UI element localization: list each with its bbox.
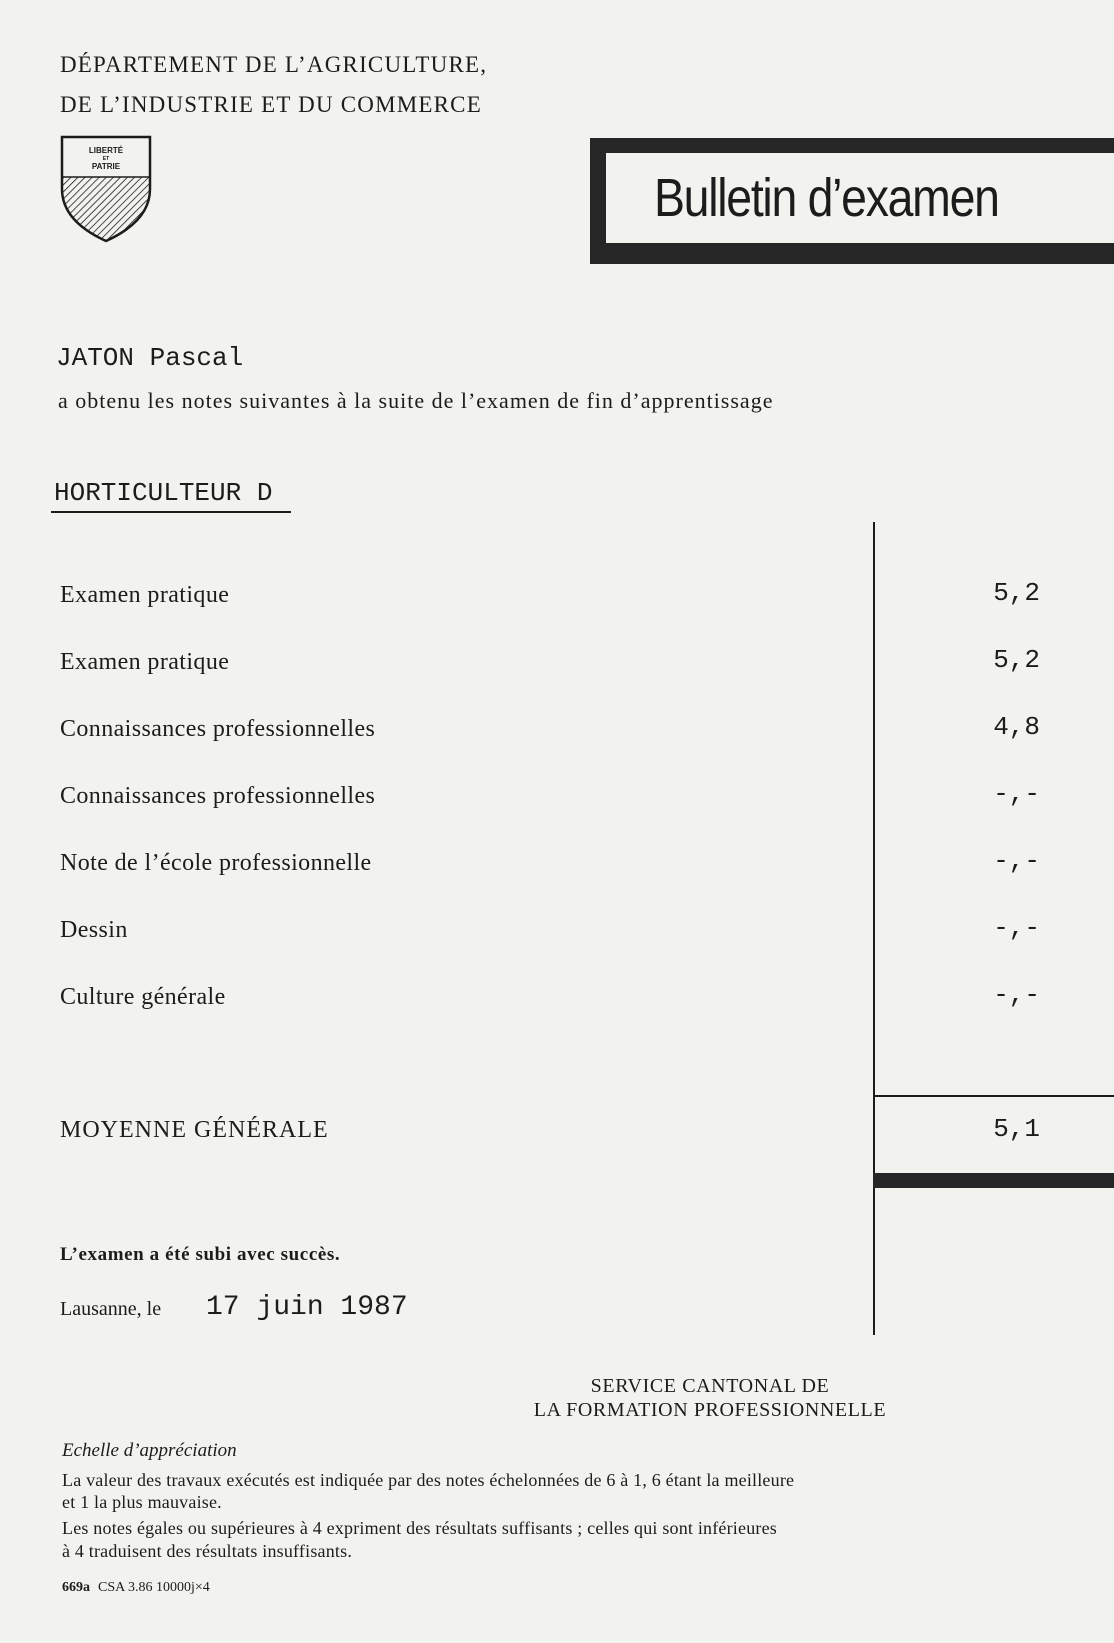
grade-row-value: -,- xyxy=(993,846,1040,876)
signature-place: Lausanne, le xyxy=(60,1298,162,1320)
grade-row-value: 5,2 xyxy=(993,645,1040,675)
grade-row-value: -,- xyxy=(993,779,1040,809)
scale-title: Echelle d’appréciation xyxy=(62,1440,237,1461)
profession-underline xyxy=(51,511,291,513)
grade-row-value: -,- xyxy=(993,980,1040,1010)
service-line-2: LA FORMATION PROFESSIONNELLE xyxy=(533,1399,887,1421)
grade-row-label: Note de l’école professionnelle xyxy=(60,850,372,876)
signature-date: 17 juin 1987 xyxy=(206,1292,408,1323)
title-box xyxy=(590,138,1114,264)
svg-text:ET: ET xyxy=(102,156,110,162)
grades-divider-vertical xyxy=(873,522,875,1335)
grade-row-label: Connaissances professionnelles xyxy=(60,783,376,809)
grade-row-value: 4,8 xyxy=(993,712,1040,742)
scale-text-line: à 4 traduisent des résultats insuffisants. xyxy=(62,1541,353,1561)
average-divider-top xyxy=(873,1095,1114,1097)
grade-row-value: -,- xyxy=(993,913,1040,943)
scale-text-line: et 1 la plus mauvaise. xyxy=(62,1492,222,1512)
scale-text-line: La valeur des travaux exécutés est indiquée par des notes échelonnées de 6 à 1, 6 étant la meilleure xyxy=(62,1470,795,1490)
document-title: Bulletin d’examen xyxy=(654,168,999,228)
average-value: 5,1 xyxy=(993,1114,1040,1144)
svg-text:PATRIE: PATRIE xyxy=(91,162,121,171)
grade-row-label: Examen pratique xyxy=(60,582,230,608)
form-code: 669a xyxy=(62,1580,90,1595)
grade-row-label: Connaissances professionnelles xyxy=(60,716,376,742)
svg-text:LIBERTÉ: LIBERTÉ xyxy=(88,146,124,155)
result-statement: L’examen a été subi avec succès. xyxy=(60,1244,341,1265)
grade-row-value: 5,2 xyxy=(993,578,1040,608)
scale-text-line: Les notes égales ou supérieures à 4 expriment des résultats suffisants ; celles qui sont inférieures xyxy=(62,1518,777,1538)
grade-row-label: Culture générale xyxy=(60,984,226,1010)
department-line-1: DÉPARTEMENT DE L’AGRICULTURE, xyxy=(60,52,488,77)
service-line-1: SERVICE CANTONAL DE xyxy=(590,1375,830,1397)
average-divider-bottom xyxy=(873,1173,1114,1188)
grade-row-label: Examen pratique xyxy=(60,649,230,675)
vaud-crest-logo xyxy=(58,133,154,245)
department-line-2: DE L’INDUSTRIE ET DU COMMERCE xyxy=(60,92,482,117)
grade-row-label: Dessin xyxy=(60,917,128,943)
average-label: MOYENNE GÉNÉRALE xyxy=(60,1117,329,1143)
intro-text: a obtenu les notes suivantes à la suite de l’examen de fin d’apprentissage xyxy=(58,388,774,413)
profession: HORTICULTEUR D xyxy=(54,478,273,508)
form-reference: CSA 3.86 10000j×4 xyxy=(98,1580,210,1595)
candidate-name: JATON Pascal xyxy=(56,343,244,373)
